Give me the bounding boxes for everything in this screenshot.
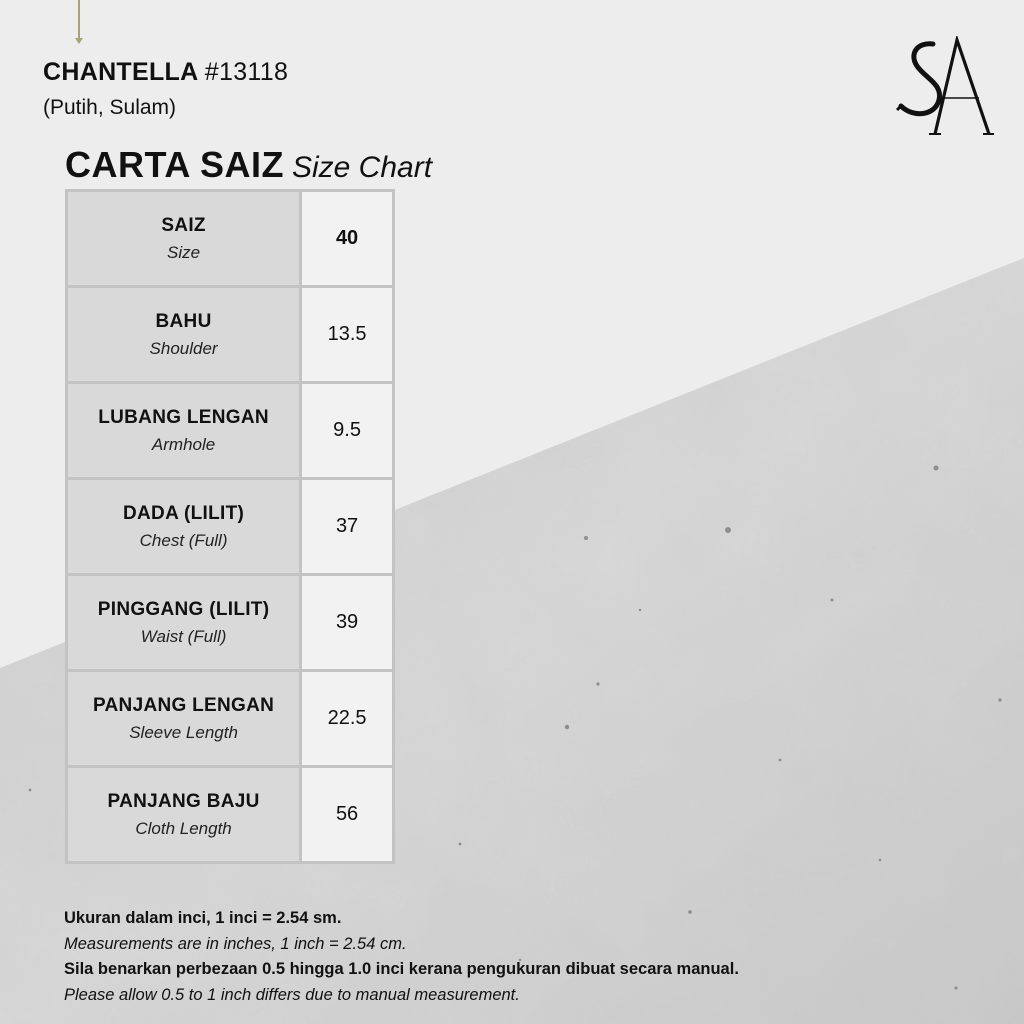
row-value: 9.5 [301, 383, 394, 479]
row-label-ms: PANJANG LENGAN [92, 694, 275, 716]
note-allowance-ms: Sila benarkan perbezaan 0.5 hingga 1.0 inci kerana pengukuran dibuat secara manual. [64, 960, 739, 978]
table-row [67, 479, 394, 575]
accent-arrow-icon [75, 38, 83, 44]
chart-title-en: Size Chart [291, 151, 433, 184]
notes [64, 906, 739, 1008]
table-row [67, 671, 394, 767]
row-label-en: Armhole [151, 434, 216, 454]
row-label-en: Sleeve Length [129, 722, 238, 742]
note-unit-ms: Ukuran dalam inci, 1 inci = 2.54 sm. [64, 909, 342, 927]
table-row [67, 383, 394, 479]
row-label-ms: PANJANG BAJU [107, 790, 260, 812]
row-value: 39 [301, 575, 394, 671]
row-label-cell [67, 575, 301, 671]
row-value: 40 [301, 191, 394, 287]
row-label-en: Cloth Length [135, 818, 232, 838]
brand-logo [895, 36, 995, 136]
row-label-cell [67, 191, 301, 287]
row-label-ms: SAIZ [161, 214, 206, 236]
row-value: 37 [301, 479, 394, 575]
product-code: #13118 [204, 58, 289, 86]
row-label-cell [67, 671, 301, 767]
product-variant: (Putih, Sulam) [43, 96, 177, 119]
chart-title [65, 144, 432, 186]
row-label-ms: DADA (LILIT) [123, 502, 245, 524]
note-allowance-en: Please allow 0.5 to 1 inch differs due to manual measurement. [64, 985, 520, 1004]
accent-line [78, 0, 80, 42]
row-label-ms: LUBANG LENGAN [98, 406, 269, 428]
table-row [67, 575, 394, 671]
row-label-cell [67, 767, 301, 863]
row-label-cell [67, 287, 301, 383]
row-value: 13.5 [301, 287, 394, 383]
row-label-en: Shoulder [149, 338, 218, 358]
row-value: 22.5 [301, 671, 394, 767]
chart-title-ms: CARTA SAIZ [65, 144, 284, 185]
table-row [67, 287, 394, 383]
row-label-en: Chest (Full) [139, 530, 228, 550]
row-label-ms: BAHU [155, 310, 212, 332]
row-label-en: Waist (Full) [140, 626, 227, 646]
size-table [65, 189, 395, 864]
table-row [67, 191, 394, 287]
row-value: 56 [301, 767, 394, 863]
product-title [43, 58, 288, 87]
note-unit-en: Measurements are in inches, 1 inch = 2.54 cm. [64, 934, 407, 953]
product-name: CHANTELLA [43, 58, 198, 86]
row-label-ms: PINGGANG (LILIT) [97, 598, 270, 620]
row-label-en: Size [167, 242, 201, 262]
row-label-cell [67, 479, 301, 575]
row-label-cell [67, 383, 301, 479]
table-row [67, 767, 394, 863]
